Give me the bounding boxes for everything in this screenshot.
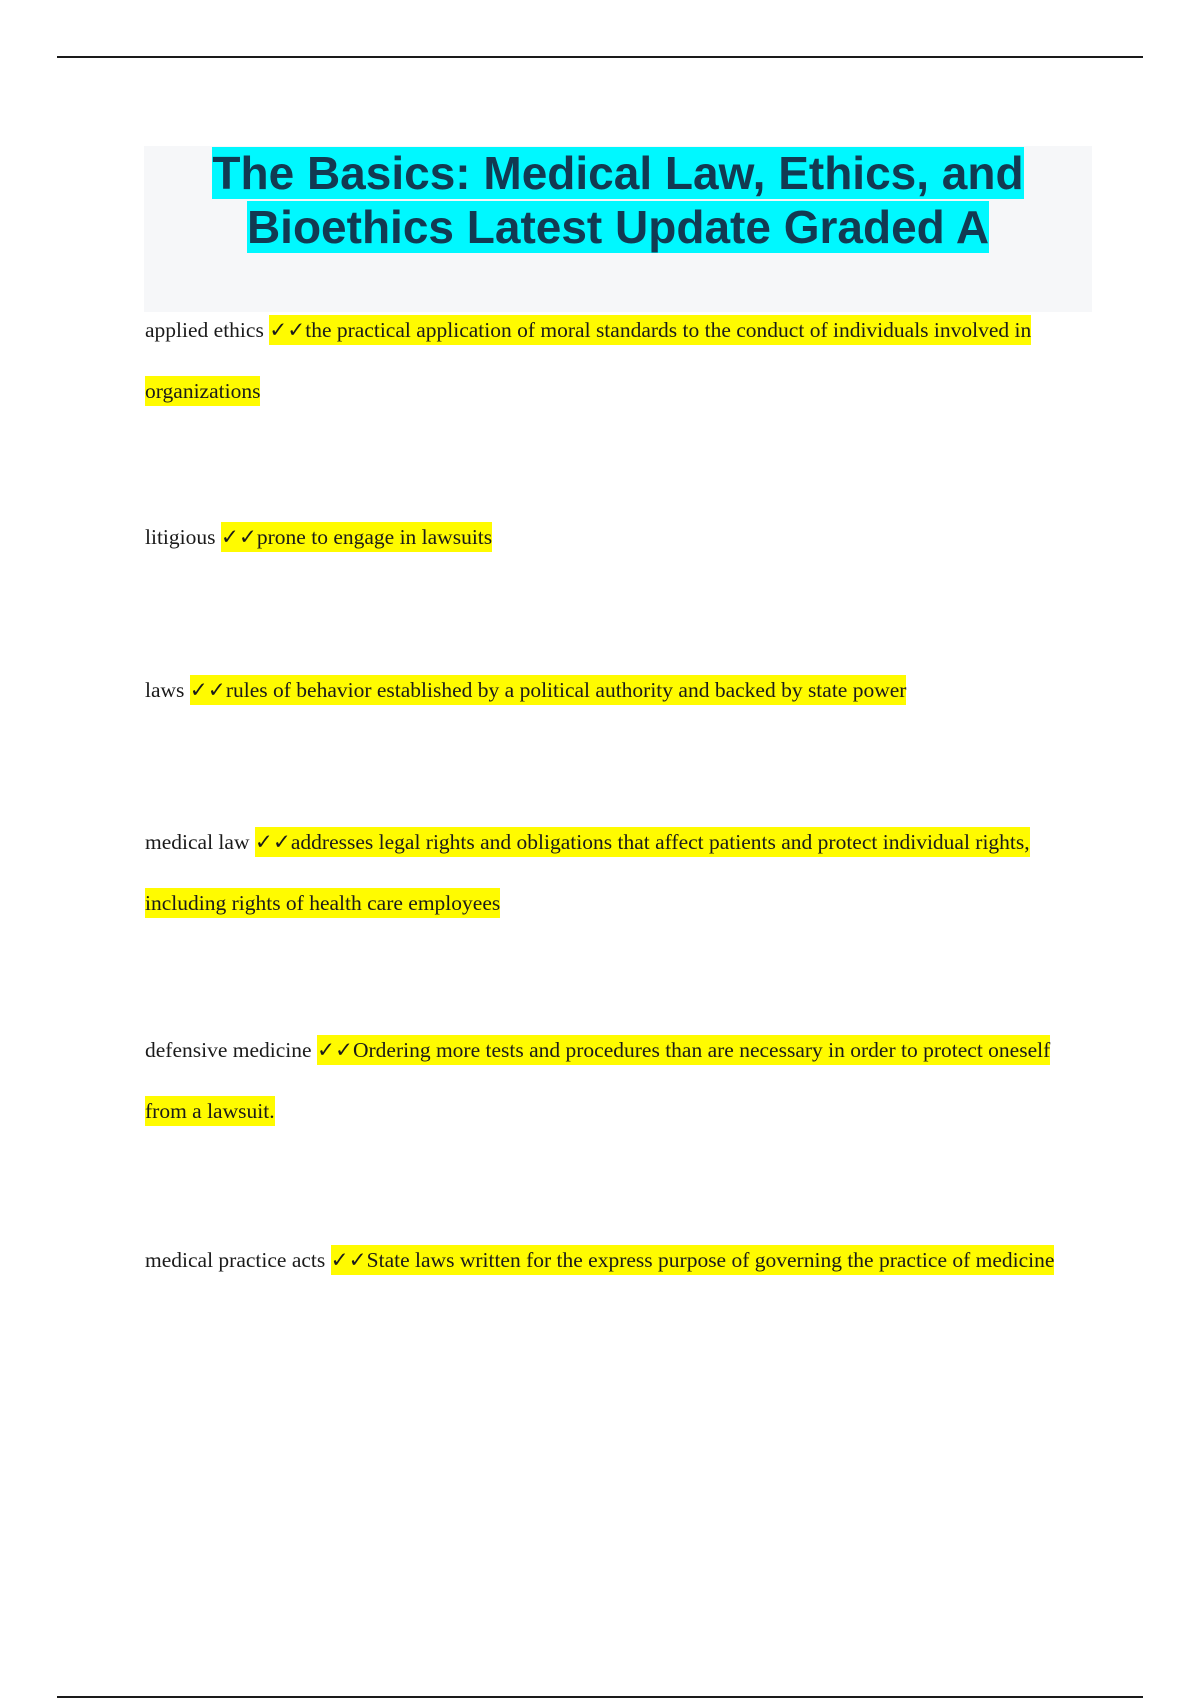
entry-definition: ✓✓rules of behavior established by a political authority and backed by state power: [190, 675, 907, 705]
entry-applied-ethics: [145, 300, 1095, 422]
entry-term: medical law: [145, 830, 250, 854]
entry-laws: [145, 660, 1095, 721]
entry-medical-practice-acts: [145, 1230, 1095, 1291]
entry-term: litigious: [145, 525, 216, 549]
title-block: [144, 146, 1092, 312]
entry-defensive-medicine: [145, 1020, 1095, 1142]
entry-term: defensive medicine: [145, 1038, 312, 1062]
entry-term: laws: [145, 678, 185, 702]
document-title: The Basics: Medical Law, Ethics, and Bioethics Latest Update Graded A: [212, 147, 1024, 253]
top-rule: [57, 56, 1143, 58]
entry-definition: ✓✓prone to engage in lawsuits: [221, 522, 492, 552]
entry-definition: ✓✓addresses legal rights and obligations that affect patients and protect individual rights, including rights of health care employees: [145, 827, 1030, 918]
entry-litigious: [145, 507, 1095, 568]
entry-definition: ✓✓State laws written for the express purpose of governing the practice of medicine: [331, 1245, 1055, 1275]
entry-definition: ✓✓the practical application of moral standards to the conduct of individuals involved in organizations: [145, 315, 1031, 406]
entry-term: medical practice acts: [145, 1248, 326, 1272]
entry-medical-law: [145, 812, 1095, 934]
entry-term: applied ethics: [145, 318, 264, 342]
entry-definition: ✓✓Ordering more tests and procedures than are necessary in order to protect oneself from a lawsuit.: [145, 1035, 1050, 1126]
bottom-rule: [57, 1696, 1143, 1698]
